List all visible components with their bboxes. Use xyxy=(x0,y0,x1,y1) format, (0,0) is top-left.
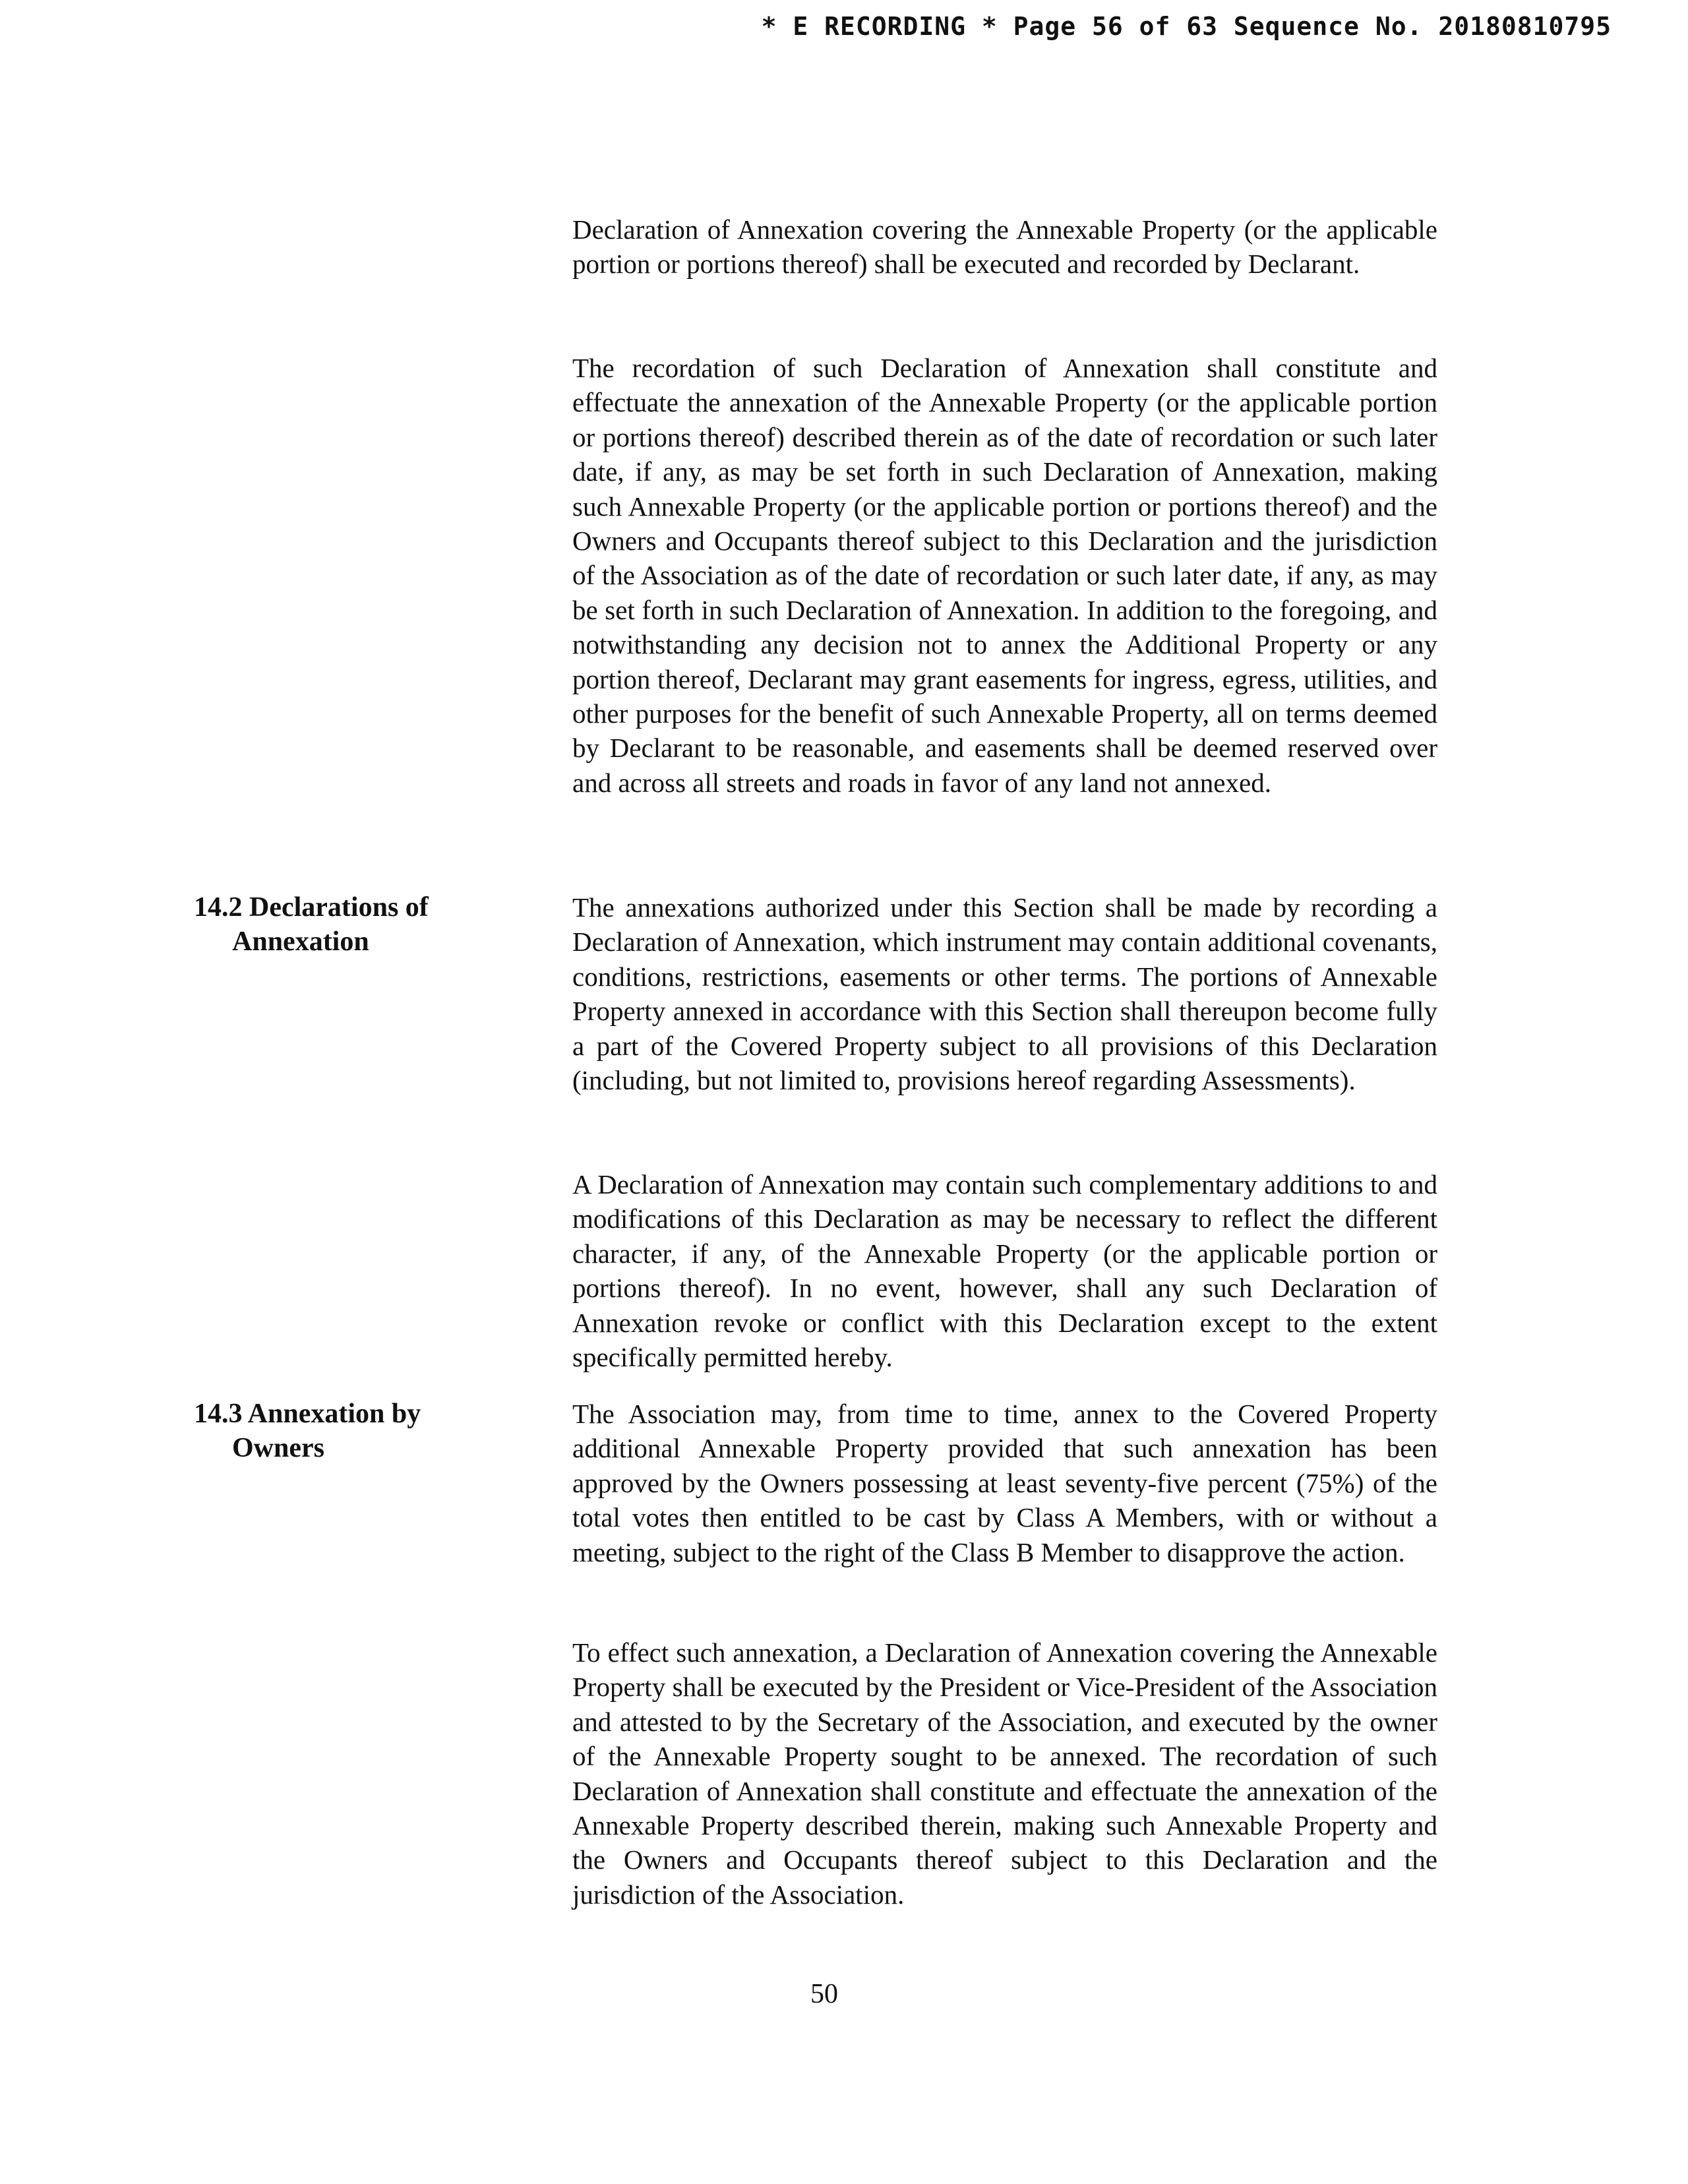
recording-header: * E RECORDING * Page 56 of 63 Sequence No. 20180810795 xyxy=(761,12,1612,41)
section-14-2-paragraph-1: The annexations authorized under this Section shall be made by recording a Declaration of Annexation, which instrument may contain additional covenants, conditions, restrictions, easements or other terms. The portions of Annexable Property annexed in accordance with this Section shall thereupon become fully a part of the Covered Property subject to all provisions of this Declaration (including, but not limited to, provisions hereof regarding Assessments). xyxy=(572,892,1437,1096)
section-14-2-heading-line2: Annexation xyxy=(232,926,369,957)
section-14-3-heading-line2: Owners xyxy=(232,1433,324,1463)
continuation-paragraph-1: Declaration of Annexation covering the Annexable Property (or the applicable portion or portions thereof) shall be executed and recorded by Declarant. xyxy=(572,214,1437,280)
section-14-2-heading-line1: 14.2 Declarations of xyxy=(194,892,429,923)
section-14-3-heading-line1: 14.3 Annexation by xyxy=(194,1399,421,1429)
section-14-2-heading xyxy=(194,890,497,959)
section-14-3-paragraph-2: To effect such annexation, a Declaration of Annexation covering the Annexable Property shall be executed by the President or Vice-President of the Association and attested to by the Secretary of the Association, and executed by the owner of the Annexable Property sought to be annexed. The recordation of such Declaration of Annexation shall constitute and effectuate the annexation of the Annexable Property described therein, making such Annexable Property and the Owners and Occupants thereof subject to this Declaration and the jurisdiction of the Association. xyxy=(572,1637,1437,1910)
section-14-3-paragraph-1: The Association may, from time to time, annex to the Covered Property additional Annexable Property provided that such annexation has been approved by the Owners possessing at least seventy-five percent (75%) of the total votes then entitled to be cast by Class A Members, with or without a meeting, subject to the right of the Class B Member to disapprove the action. xyxy=(572,1399,1437,1567)
continuation-paragraph-2: The recordation of such Declaration of Annexation shall constitute and effectuate the annexation of the Annexable Property (or the applicable portion or portions thereof) described therein as of the date of recordation or such later date, if any, as may be set forth in such Declaration of Annexation, making such Annexable Property (or the applicable portion or portions thereof) and the Owners and Occupants thereof subject to this Declaration and the jurisdiction of the Association as of the date of recordation or such later date, if any, as may be set forth in such Declaration of Annexation. In addition to the foregoing, and notwithstanding any decision not to annex the Additional Property or any portion thereof, Declarant may grant easements for ingress, egress, utilities, and other purposes for the benefit of such Annexable Property, all on terms deemed by Declarant to be reasonable, and easements shall be deemed reserved over and across all streets and roads in favor of any land not annexed. xyxy=(572,353,1437,798)
page-number: 50 xyxy=(810,1979,838,2009)
section-14-2-paragraph-2: A Declaration of Annexation may contain such complementary additions to and modifications of this Declaration as may be necessary to reflect the different character, if any, of the Annexable Property (or the applicable portion or portions thereof). In no event, however, shall any such Declaration of Annexation revoke or conflict with this Declaration except to the extent specifically permitted hereby. xyxy=(572,1169,1437,1373)
section-14-3-heading xyxy=(194,1397,497,1465)
